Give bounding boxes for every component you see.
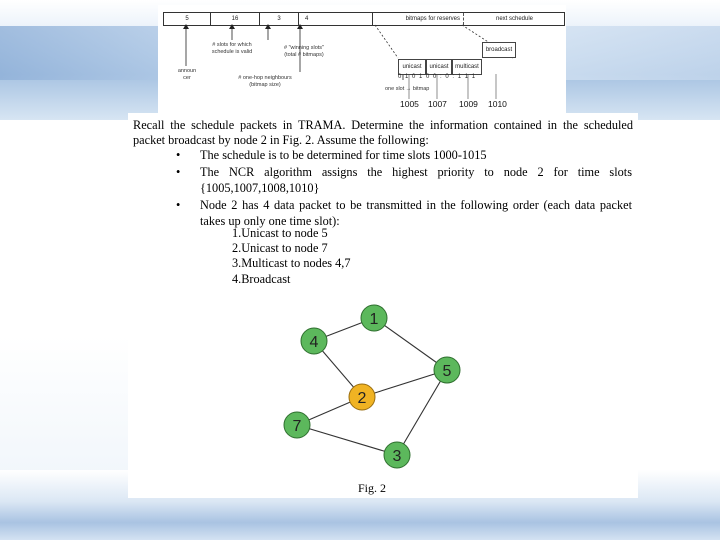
question-intro: Recall the schedule packets in TRAMA. Determine the information contained in the scheduled packet broadcast by node 2 in Fig. 2. Assume the following:: [133, 118, 633, 147]
packet-order-item: 2.Unicast to node 7: [232, 241, 328, 256]
packet-order-item: 3.Multicast to nodes 4,7: [232, 256, 351, 271]
field-slots: 16: [211, 13, 260, 25]
node-2-label: 2: [357, 390, 367, 407]
node-3: [384, 442, 410, 468]
assumption-text: Node 2 has 4 data packet to be transmitted in the following order (each data packet takes up only one time slot):: [200, 198, 632, 228]
bullet-glyph: •: [176, 165, 181, 180]
edge-3-5: [397, 370, 447, 455]
cast-box-multicast: multicast: [452, 59, 482, 75]
cast-box-unicast-1: unicast: [398, 59, 426, 75]
node-7-label: 7: [292, 418, 302, 435]
node-1-label: 1: [369, 311, 379, 328]
packet-order-item: 1.Unicast to node 5: [232, 226, 328, 240]
slot-1005: 1005: [400, 99, 419, 109]
label-slots-valid: # slots for which schedule is valid: [211, 42, 253, 55]
node-5: [434, 357, 460, 383]
node-4-label: 4: [309, 334, 319, 351]
node-1: [361, 305, 387, 331]
field-neighbours: 4: [299, 13, 373, 25]
slot-1010: 1010: [488, 99, 507, 109]
label-announcer: announ cer: [177, 68, 197, 81]
cast-box-unicast-2: unicast: [426, 59, 452, 75]
label-one-hop: # one-hop neighbours (bitmap size): [238, 75, 292, 88]
slot-1009: 1009: [459, 99, 478, 109]
field-next-schedule: next schedule: [495, 16, 534, 22]
node-5-label: 5: [442, 363, 452, 380]
node-3-label: 3: [392, 448, 402, 465]
cast-box-broadcast: broadcast: [482, 42, 516, 58]
assumption-text: The NCR algorithm assigns the highest priority to node 2 for time slots {1005,1007,1008,1010}: [200, 165, 632, 195]
bitmap-bits: 0 1 0 1 0 0 : 0 : 1 1 1: [398, 74, 477, 80]
field-bitmaps: bitmaps for reserves: [374, 13, 464, 25]
bullet-glyph: •: [176, 148, 181, 162]
slot-1007: 1007: [428, 99, 447, 109]
field-winning-slots: 3: [260, 13, 299, 25]
figure-caption: Fig. 2: [358, 481, 387, 495]
node-4: [301, 328, 327, 354]
assumption-text: The schedule is to be determined for time slots 1000-1015: [200, 148, 487, 162]
node-2: [349, 384, 375, 410]
label-one-slot: one slot → bitmap: [385, 86, 430, 92]
packet-order-item: 4.Broadcast: [232, 271, 291, 286]
edge-7-3: [297, 425, 397, 455]
field-announcer: 5: [164, 13, 211, 25]
bullet-glyph: •: [176, 198, 181, 213]
label-winning-slots: # "winning slots" (total # bitmaps): [284, 45, 324, 58]
node-7: [284, 412, 310, 438]
